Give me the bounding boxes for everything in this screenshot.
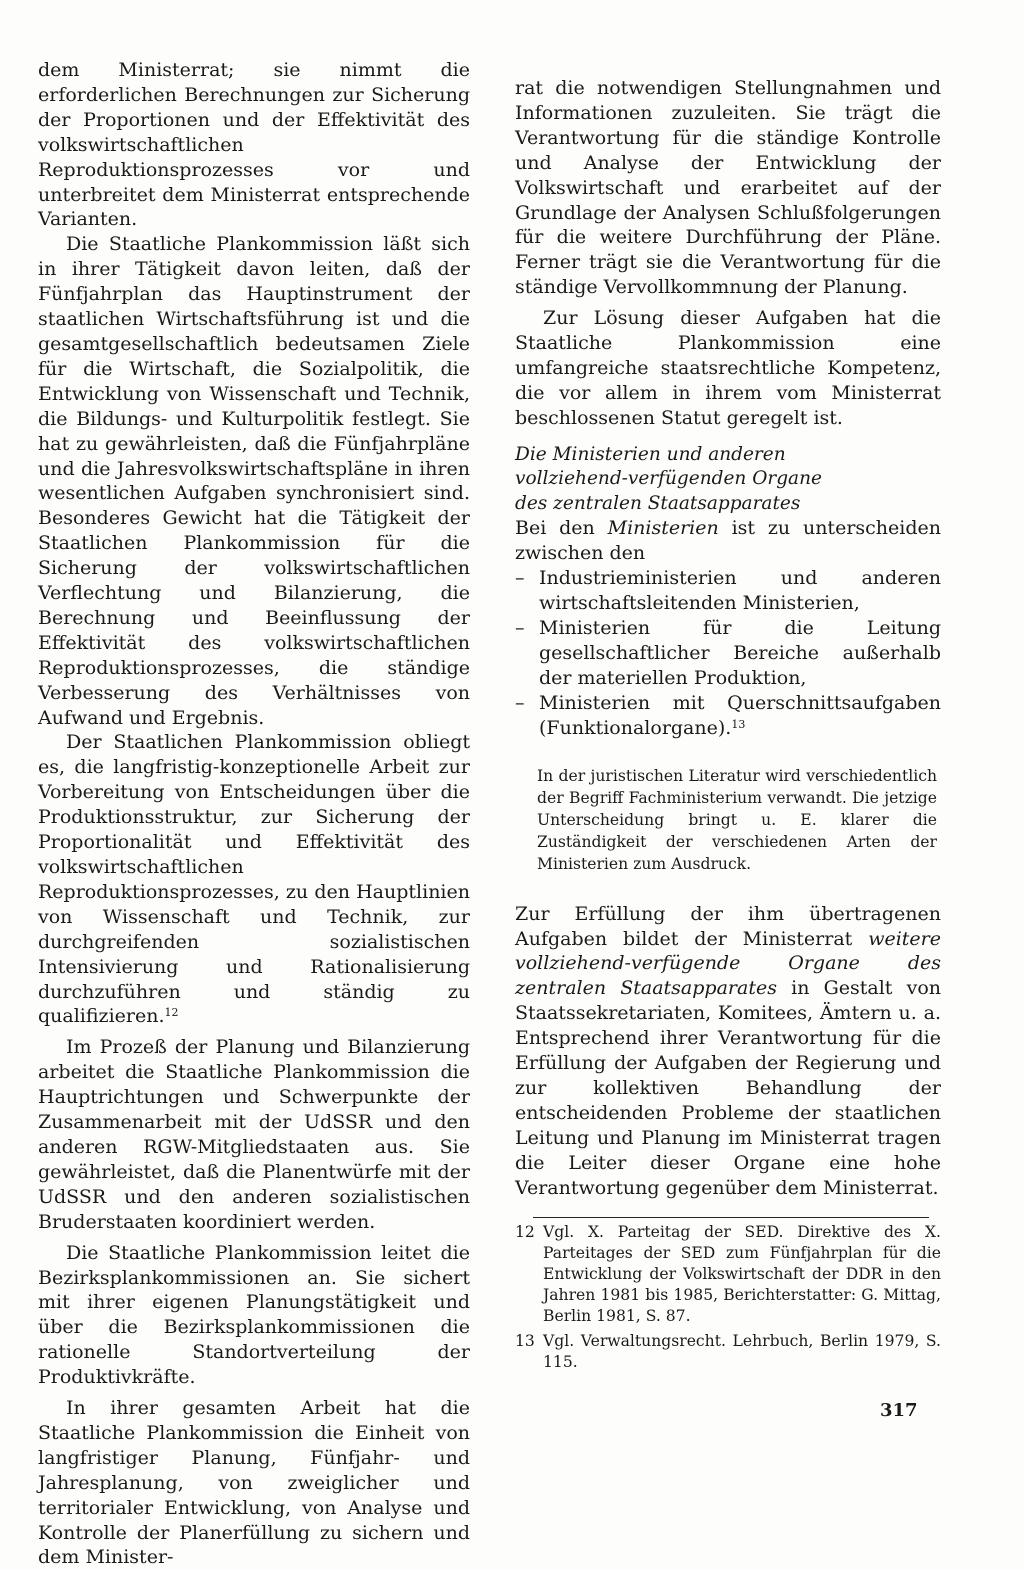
list-item: – Ministerien für die Leitung gesellschaftlicher Bereiche außerhalb der materiellen Produktion, xyxy=(515,617,941,689)
paragraph: Im Prozeß der Planung und Bilanzierung arbeitet die Staatliche Plankommission die Hauptrichtungen und Schwerpunkte der Zusammenarbeit mit der UdSSR und den anderen RGW-Mitgliedstaaten aus. Sie gewährleistet, daß die Planentwürfe mit der UdSSR und den anderen sozialistischen Bruderstaaten koordiniert werden. xyxy=(38,1036,470,1233)
paragraph: In ihrer gesamten Arbeit hat die Staatliche Plankommission die Einheit von langfristiger Planung, Fünfjahr- und Jahresplanung, von zweiglicher und territorialer Entwicklung, von Analyse und Kontrolle der Planerfüllung zu sichern und dem Minister- xyxy=(38,1397,470,1569)
heading-line: Die Ministerien und anderen xyxy=(515,443,786,465)
footnote-ref: 12 xyxy=(164,1006,179,1020)
note-text: In der juristischen Literatur wird verschiedentlich der Begriff Fachministerium verwandt. Die jetzige Unterscheidung bringt u. E. klarer die Zuständigkeit der verschiedenen Arten der Ministerien zum Ausdruck. xyxy=(537,766,937,874)
footnote-divider xyxy=(533,1217,929,1218)
paragraph: Zur Lösung dieser Aufgaben hat die Staatliche Plankommission eine umfangreiche staatsrechtliche Kompetenz, die vor allem in ihrem vom Ministerrat beschlossenen Statut geregelt ist. xyxy=(515,307,941,429)
footnote xyxy=(515,1222,941,1327)
left-column xyxy=(38,58,470,1570)
footnote-number: 12 xyxy=(515,1222,535,1241)
paragraph: Die Staatliche Plankommission leitet die Bezirksplankommissionen an. Sie sichert mit ihrer eigenen Planungstätigkeit und über die Bezirksplankommissionen die rationelle Standortverteilung der Produktivkräfte. xyxy=(38,1241,470,1389)
right-column xyxy=(515,76,941,1373)
page-number: 317 xyxy=(880,1400,918,1421)
paragraph: dem Ministerrat; sie nimmt die erforderlichen Berechnungen zur Sicherung der Proportionen und der Effektivität des volkswirtschaftlichen Reproduktionsprozesses vor und unterbreitet dem Ministerrat entsprechende Varianten. xyxy=(38,59,470,231)
paragraph: rat die notwendigen Stellungnahmen und Informationen zuzuleiten. Sie trägt die Verantwortung für die ständige Kontrolle und Analyse der Entwicklung der Volkswirtschaft und erarbeitet auf der Grundlage der Analysen Schlußfolgerungen für die weitere Durchführung der Pläne. Ferner trägt sie die Verantwortung für die ständige Vervollkommnung der Planung. xyxy=(515,77,941,299)
footnote-text: Vgl. X. Parteitag der SED. Direktive des X. Parteitages der SED zum Fünfjahrplan für die Entwicklung der Volkswirtschaft der DDR in den Jahren 1981 bis 1985, Berichterstatter: G. Mittag, Berlin 1981, S. 87. xyxy=(543,1222,941,1325)
paragraph: Zur Erfüllung der ihm übertragenen Aufgaben bildet der Ministerrat weitere vollziehend-verfügende Organe des zentralen Staatsapparates in Gestalt von Staatssekretariaten, Komitees, Ämtern u. a. Entsprechend ihrer Verantwortung für die Erfüllung der Aufgaben der Regierung und zur kollektiven Behandlung der entscheidenden Probleme der staatlichen Leitung und Planung im Ministerrat tragen die Leiter dieser Organe eine hohe Verantwortung gegenüber dem Ministerrat. xyxy=(515,902,941,1199)
heading-line: vollziehend-verfügenden Organe xyxy=(515,468,822,490)
list-item: – Industrieministerien und anderen wirtschaftsleitenden Ministerien, xyxy=(515,567,941,615)
paragraph: Die Staatliche Plankommission läßt sich in ihrer Tätigkeit davon leiten, daß der Fünfjahrplan das Hauptinstrument der staatlichen Wirtschaftsführung ist und die gesamtgesellschaftlich bedeutsamen Ziele für die Wirtschaft, die Sozialpolitik, die Entwicklung von Wissenschaft und Technik, die Bildungs- und Kulturpolitik festlegt. Sie hat zu gewährleisten, daß die Fünfjahrpläne und die Jahresvolkswirtschaftspläne in ihren wesentlichen Aufgaben synchronisiert sind. Besonderes Gewicht hat die Tätigkeit der Staatlichen Plankommission für die Sicherung der volkswirtschaftlichen Verflechtung und Bilanzierung, die Berechnung und Beeinflussung der Effektivität des volkswirtschaftlichen Reproduktionsprozesses, die ständige Verbesserung des Verhältnisses von Aufwand und Ergebnis. xyxy=(38,233,470,729)
heading-line: des zentralen Staatsapparates xyxy=(515,492,801,514)
section-heading xyxy=(515,443,941,517)
footnote-ref: 13 xyxy=(731,717,746,731)
footnote xyxy=(515,1331,941,1373)
footnote-text: Vgl. Verwaltungsrecht. Lehrbuch, Berlin 1979, S. 115. xyxy=(543,1331,941,1371)
list-item: – Ministerien mit Querschnittsaufgaben (Funktionalorgane).$^{13}$ xyxy=(515,691,941,739)
paragraph: Der Staatlichen Plankommission obliegt es, die langfristig-konzeptionelle Arbeit zur Vorbereitung von Entscheidungen über die Produktionsstruktur, zur Sicherung der Proportionalität und Effektivität des volkswirtschaftlichen Reproduktionsprozesses, zu den Hauptlinien von Wissenschaft und Technik, zur durchgreifenden sozialistischen Intensivierung und Rationalisierung durchzuführen und ständig zu qualifizieren.$^{12}$ xyxy=(38,731,470,1028)
paragraph: Bei den Ministerien ist zu unterscheiden zwischen den xyxy=(515,517,941,565)
ministry-list xyxy=(515,566,941,740)
footnote-number: 13 xyxy=(515,1331,535,1350)
